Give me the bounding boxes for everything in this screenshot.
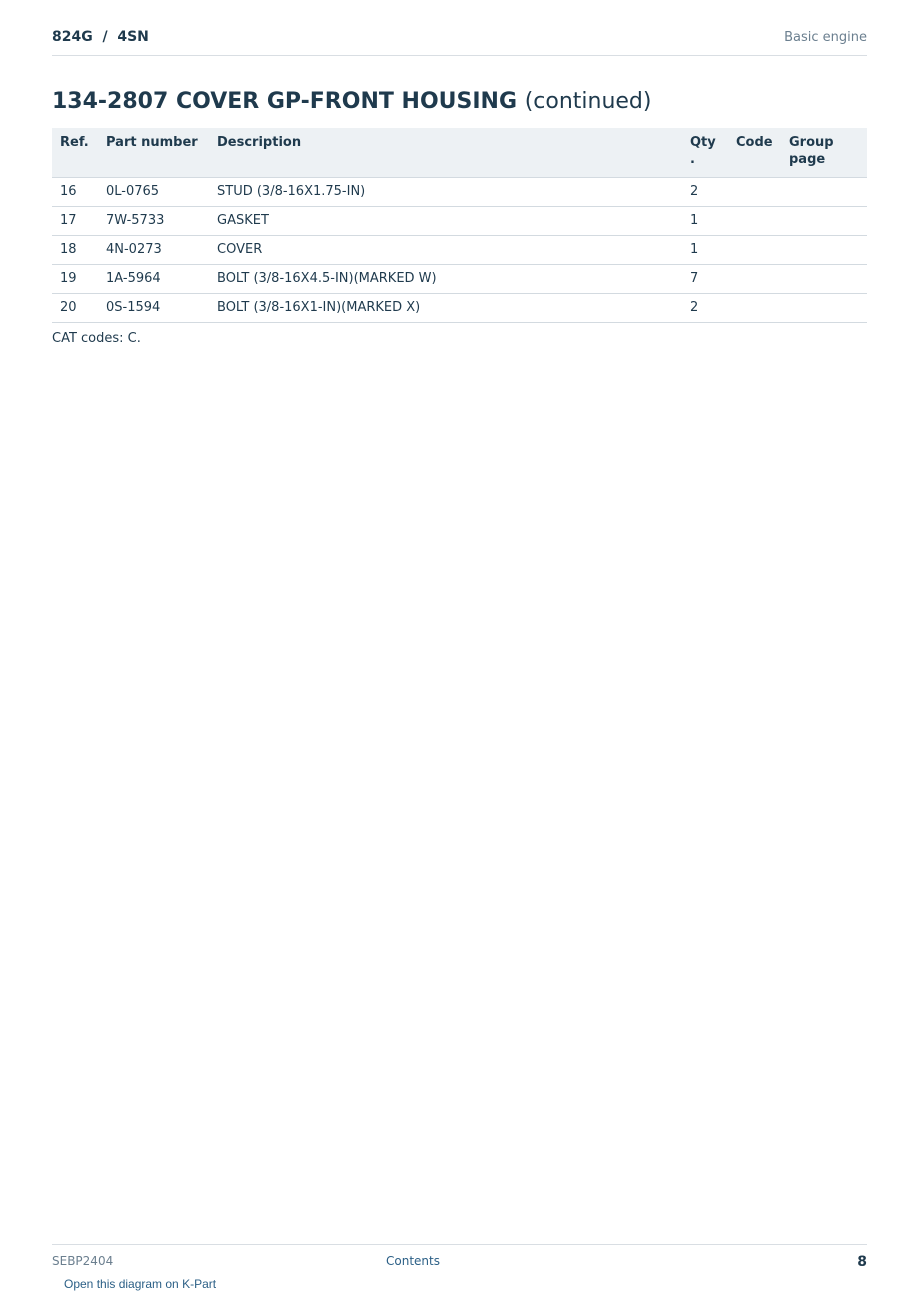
cell-part-number: 1A-5964 [98, 264, 209, 293]
title-main: 134-2807 COVER GP-FRONT HOUSING [52, 89, 518, 114]
page-number: 8 [857, 1254, 867, 1270]
contents-link[interactable]: Contents [386, 1254, 440, 1268]
cell-qty: 1 [682, 206, 728, 235]
header-qty-line2: . [690, 152, 695, 167]
cell-part-number: 4N-0273 [98, 235, 209, 264]
page-header [52, 29, 867, 56]
cell-group-page [781, 177, 867, 206]
cell-part-number: 0L-0765 [98, 177, 209, 206]
parts-table [52, 128, 867, 323]
cell-description: STUD (3/8-16X1.75-IN) [209, 177, 682, 206]
cell-code [728, 293, 781, 322]
open-kpart-link[interactable]: Open this diagram on K-Part [64, 1277, 217, 1291]
cell-qty: 7 [682, 264, 728, 293]
table-row [52, 235, 867, 264]
header-part-number: Part number [98, 128, 209, 177]
table-row [52, 206, 867, 235]
header-ref: Ref. [52, 128, 98, 177]
header-group-page [781, 128, 867, 177]
header-code: Code [728, 128, 781, 177]
header-qty [682, 128, 728, 177]
cell-part-number: 7W-5733 [98, 206, 209, 235]
cell-ref: 16 [52, 177, 98, 206]
cell-description: GASKET [209, 206, 682, 235]
table-header-row [52, 128, 867, 177]
title-continued: (continued) [524, 89, 652, 114]
document-number: SEBP2404 [52, 1254, 114, 1268]
cell-ref: 18 [52, 235, 98, 264]
table-row [52, 177, 867, 206]
cell-ref: 19 [52, 264, 98, 293]
cell-group-page [781, 293, 867, 322]
cell-qty: 1 [682, 235, 728, 264]
page-title [52, 89, 651, 114]
cell-group-page [781, 206, 867, 235]
cell-description: COVER [209, 235, 682, 264]
cell-code [728, 264, 781, 293]
header-description: Description [209, 128, 682, 177]
table-row [52, 264, 867, 293]
cell-ref: 17 [52, 206, 98, 235]
cell-description: BOLT (3/8-16X1-IN)(MARKED X) [209, 293, 682, 322]
cell-ref: 20 [52, 293, 98, 322]
cell-code [728, 177, 781, 206]
cell-description: BOLT (3/8-16X4.5-IN)(MARKED W) [209, 264, 682, 293]
cell-code [728, 235, 781, 264]
machine-model: 824G / 4SN [52, 29, 149, 45]
cell-group-page [781, 235, 867, 264]
cell-group-page [781, 264, 867, 293]
cat-codes-note: CAT codes: C. [52, 331, 141, 346]
cell-qty: 2 [682, 177, 728, 206]
header-group-line1: Group [789, 135, 834, 150]
header-qty-line1: Qty [690, 135, 716, 150]
cell-part-number: 0S-1594 [98, 293, 209, 322]
page-footer [52, 1244, 867, 1274]
table-row [52, 293, 867, 322]
cell-qty: 2 [682, 293, 728, 322]
section-name: Basic engine [784, 30, 867, 45]
header-group-line2: page [789, 152, 826, 167]
cell-code [728, 206, 781, 235]
